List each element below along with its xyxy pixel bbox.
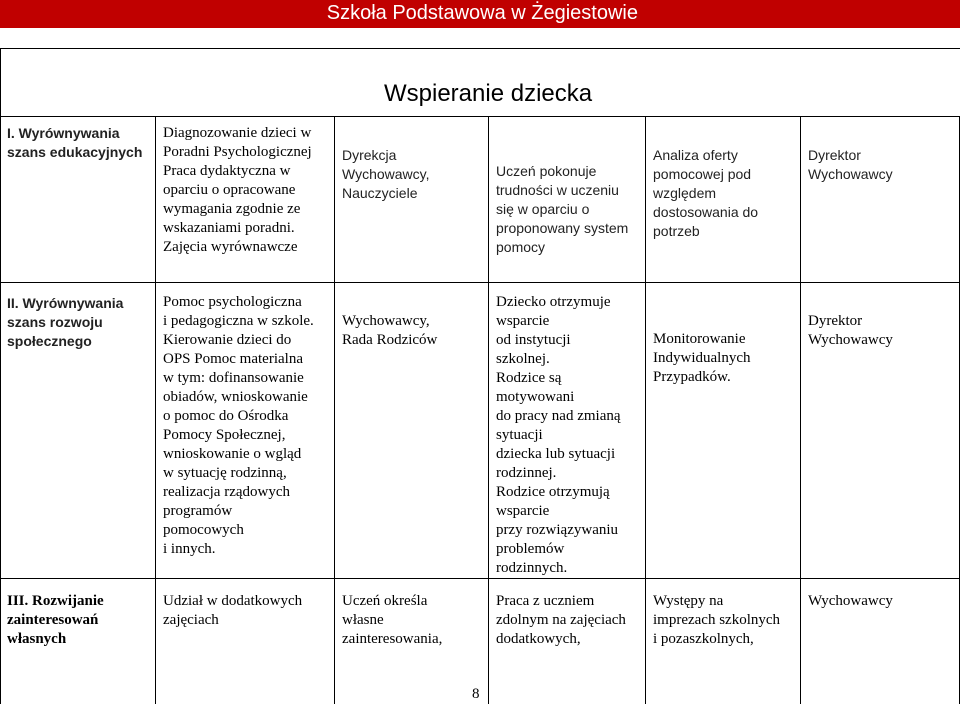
row-1-responsible: Dyrekcja Wychowawcy, Nauczyciele <box>342 147 430 201</box>
row-1-evaluation: Analiza oferty pomocowej pod względem dostosowania do potrzeb <box>653 147 759 239</box>
row-2-supervisor: Dyrektor Wychowawcy <box>808 313 893 348</box>
column-divider <box>334 116 335 704</box>
column-divider <box>0 116 1 704</box>
row-3-area: III. Rozwijanie zainteresowań własnych <box>7 593 104 647</box>
row-3-task: Udział w dodatkowych zajęciach <box>163 593 303 628</box>
row-3-supervisor: Wychowawcy <box>808 593 893 609</box>
column-divider <box>800 116 801 704</box>
row-1-effect: Uczeń pokonuje trudności w uczeniu się w oparciu o proponowany system pomocy <box>496 163 629 255</box>
row-2-responsible: Wychowawcy, Rada Rodziców <box>342 313 438 348</box>
row-divider <box>0 578 960 579</box>
column-divider <box>155 116 156 704</box>
page-number: 8 <box>472 686 480 702</box>
row-1-task: Diagnozowanie dzieci w Poradni Psychologicznej Praca dydaktyczna w oparciu o opracowane wymagania zgodnie ze wskazaniami poradni. Zajęcia wyrównawcze <box>163 125 312 255</box>
support-table <box>0 116 960 704</box>
row-divider <box>0 282 960 283</box>
row-divider <box>0 116 960 117</box>
column-divider <box>488 116 489 704</box>
column-divider <box>645 116 646 704</box>
row-2-effect: Dziecko otrzymuje wsparcie od instytucji szkolnej. Rodzice są motywowani do pracy nad zmianą sytuacji dziecka lub sytuacji rodzinnej. Rodzice otrzymują wsparcie przy rozwiązywaniu problemów rodzinnych. <box>496 294 621 576</box>
section-title: Wspieranie dziecka <box>384 80 593 107</box>
header-bar <box>0 0 960 28</box>
row-3-responsible: Uczeń określa własne zainteresowania, <box>342 593 443 647</box>
row-3-evaluation: Występy na imprezach szkolnych i pozaszkolnych, <box>653 593 781 647</box>
row-2-area: II. Wyrównywania szans rozwoju społecznego <box>7 295 124 349</box>
row-2-evaluation: Monitorowanie Indywidualnych Przypadków. <box>653 331 751 385</box>
row-3-effect: Praca z uczniem zdolnym na zajęciach dodatkowych, <box>496 593 626 647</box>
row-1-area: I. Wyrównywania szans edukacyjnych <box>7 125 143 160</box>
row-2-task: Pomoc psychologiczna i pedagogiczna w szkole. Kierowanie dzieci do OPS Pomoc materialna w tym: dofinansowanie obiadów, wnioskowanie o pomoc do Ośrodka Pomocy Społecznej, wnioskowanie o wgląd w sytuację rodzinną, realizacja rządowych programów pomocowych i innych. <box>163 294 314 557</box>
school-name: Szkoła Podstawowa w Żegiestowie <box>326 2 638 24</box>
table-top-border <box>0 48 960 49</box>
row-1-supervisor: Dyrektor Wychowawcy <box>808 147 893 182</box>
